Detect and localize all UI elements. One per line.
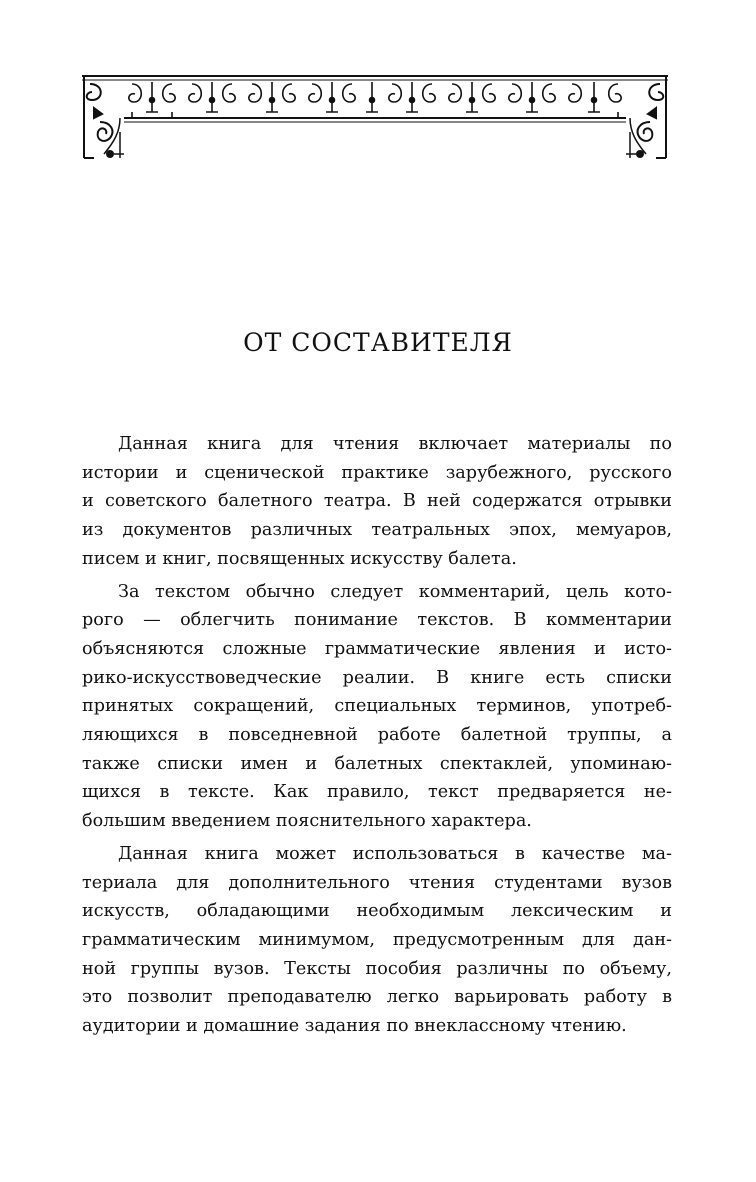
text-line: териала для дополнительного чтения студентами вузов bbox=[82, 872, 672, 893]
text-line: рико-искусствоведческие реалии. В книге есть списки bbox=[82, 667, 672, 688]
text-line: объясняются сложные грамматические явления и исто- bbox=[82, 638, 672, 659]
text-line: и советского балетного театра. В ней содержатся отрывки bbox=[82, 491, 672, 512]
text-line: Данная книга для чтения включает материалы по bbox=[118, 434, 672, 454]
paragraph-1 bbox=[82, 430, 672, 574]
text-line: За текстом обычно следует комментарий, цель кото- bbox=[118, 581, 672, 602]
text-line: рого — облегчить понимание текстов. В комментарии bbox=[82, 610, 672, 631]
text-line: искусств, обладающими необходимым лексическим и bbox=[82, 901, 672, 922]
text-line: ляющихся в повседневной работе балетной труппы, а bbox=[82, 725, 672, 746]
body-text bbox=[82, 430, 672, 1045]
text-line: Данная книга может использоваться в качестве ма- bbox=[118, 843, 672, 864]
text-line: большим введением пояснительного характера. bbox=[82, 811, 532, 832]
text-line: принятых сокращений, специальных терминов, употреб- bbox=[82, 696, 672, 717]
text-line: щихся в тексте. Как правило, текст предваряется не- bbox=[82, 782, 672, 803]
decorative-headpiece-icon bbox=[80, 72, 670, 162]
text-line: писем и книг, посвященных искусству балета. bbox=[82, 548, 517, 569]
text-line: из документов различных театральных эпох, мемуаров, bbox=[82, 520, 672, 541]
text-line: это позволит преподавателю легко варьировать работу в bbox=[82, 987, 672, 1008]
text-line: истории и сценической практике зарубежного, русского bbox=[82, 462, 672, 483]
text-line: также списки имен и балетных спектаклей, упоминаю- bbox=[82, 753, 672, 774]
text-line: ной группы вузов. Тексты пособия различны по объему, bbox=[82, 958, 672, 979]
paragraph-2 bbox=[82, 578, 672, 836]
text-line: грамматическим минимумом, предусмотренным для дан- bbox=[82, 929, 672, 950]
text-line: аудитории и домашние задания по внеклассному чтению. bbox=[82, 1016, 627, 1037]
paragraph-3 bbox=[82, 840, 672, 1041]
page-title: ОТ СОСТАВИТЕЛЯ bbox=[243, 328, 513, 357]
